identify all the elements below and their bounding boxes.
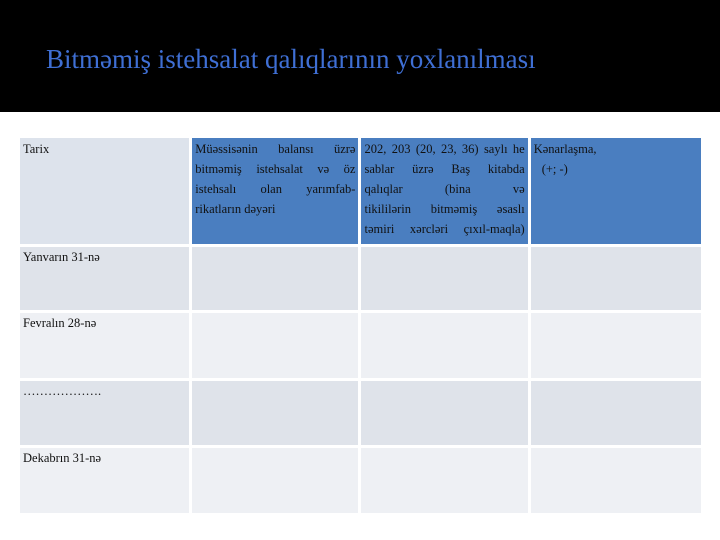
row-label-february: Fevralın 28-nə: [20, 313, 189, 381]
header-date: [20, 138, 189, 247]
table-cell: [192, 381, 358, 448]
header-ledger-line: sablar üzrə Baş kitabda: [364, 162, 525, 176]
table-cell: [192, 247, 358, 314]
header-deviation-line: (+; -): [541, 162, 568, 176]
table-row: [20, 313, 701, 381]
title-bar: [0, 0, 720, 112]
header-date-label: Tarix: [23, 142, 50, 156]
header-ledger-line: təmiri xərcləri çıxıl-maqla): [364, 222, 525, 236]
table-cell: [361, 448, 527, 516]
inventory-table: [17, 138, 704, 516]
header-balance-line: rikatların dəyəri: [195, 202, 276, 216]
header-balance-value: [192, 138, 358, 247]
header-deviation: [531, 138, 701, 247]
header-deviation-line: Kənarlaşma,: [533, 142, 597, 156]
table-cell: [192, 313, 358, 381]
table-cell: [531, 448, 701, 516]
table-cell: [531, 247, 701, 314]
table-cell: [361, 313, 527, 381]
header-ledger-line: tikililərin bitməmiş əsaslı: [364, 202, 525, 216]
table-cell: [531, 381, 701, 448]
row-label-ellipsis: ……………….: [20, 381, 189, 448]
header-balance-line: Müəssisənin balansı üzrə: [195, 142, 356, 156]
row-label-december: Dekabrın 31-nə: [20, 448, 189, 516]
header-ledger-balances: [361, 138, 527, 247]
header-balance-line: bitməmiş istehsalat və öz: [195, 162, 356, 176]
header-balance-line: istehsalı olan yarımfab-: [195, 182, 356, 196]
header-row: [20, 138, 701, 247]
table-cell: [192, 448, 358, 516]
table-row: [20, 448, 701, 516]
table-row: [20, 381, 701, 448]
row-label-january: Yanvarın 31-nə: [20, 247, 189, 314]
header-ledger-line: qalıqlar (bina və: [364, 182, 525, 196]
table-row: [20, 247, 701, 314]
table-cell: [361, 247, 527, 314]
table-cell: [361, 381, 527, 448]
slide-title: Bitməmiş istehsalat qalıqlarının yoxlanılması: [46, 44, 536, 74]
table-cell: [531, 313, 701, 381]
header-ledger-line: 202, 203 (20, 23, 36) saylı he: [364, 142, 525, 156]
